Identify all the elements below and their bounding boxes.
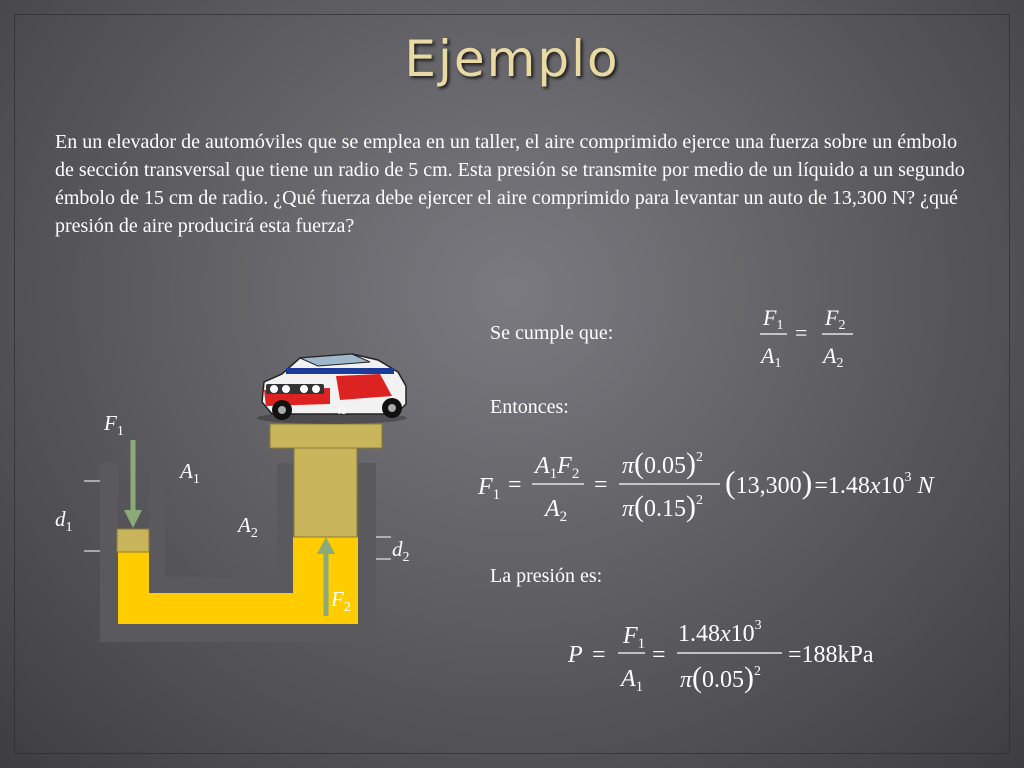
svg-text:=: = (592, 642, 606, 668)
svg-text:F1: $F_1$ (623, 623, 646, 652)
label-a1: $A_1$ (180, 459, 200, 487)
step-presion: La presión es: (490, 565, 603, 587)
svg-text:=188kPa: =188kPa (788, 642, 874, 668)
svg-text:F1: F1 (763, 305, 784, 333)
svg-text:A1: $A_1$ (621, 666, 644, 695)
svg-text:A2: $A_2$ (545, 496, 568, 525)
label-d1: $d_1$ (55, 507, 73, 535)
svg-text:=: = (795, 320, 808, 345)
svg-text:A1F2: $A_1F_2$ (535, 453, 580, 482)
svg-text:A1: A1 (761, 343, 782, 371)
svg-text:F2: F2 (825, 305, 846, 333)
label-f2: $F_2$ (331, 587, 351, 615)
svg-text:1.48x103: $1.48x10^3$ (678, 618, 762, 647)
svg-text:F1: $F_1$ (478, 474, 501, 503)
svg-text:P: P (568, 642, 583, 668)
svg-text:π(0.05)2: $\pi(0.05)^2$ (680, 661, 762, 694)
svg-text:=: = (594, 472, 608, 498)
problem-statement: En un elevador de automóviles que se emplea en un taller, el aire comprimido ejerce una fuerza sobre un émbolo de sección transversal que tiene un radio de 5 cm. Esta presión se transmite por medio de un líquido a un segundo émbolo de 15 cm de radio. ¿Qué fuerza debe ejercer el aire comprimido para levantar un auto de 13,300 N? ¿qué presión de aire producirá esta fuerza? (55, 131, 965, 237)
step-se-cumple: Se cumple que: (490, 322, 614, 344)
label-f1: $F_1$ (104, 411, 124, 439)
slide-title: Ejemplo (404, 30, 620, 88)
label-d2: $d_2$ (392, 537, 410, 565)
svg-text:π(0.15)2: $\pi(0.15)^2$ (622, 490, 704, 523)
svg-text:A2: A2 (823, 343, 844, 371)
svg-text:=: = (652, 642, 666, 668)
svg-text:(13,300)=1.48x103N: $(13,300)=1.48x10^3$ N (725, 464, 934, 500)
svg-text:π(0.05)2: $\pi(0.05)^2$ (622, 447, 704, 480)
car-number: 12 (337, 406, 346, 416)
label-a2: $A_2$ (238, 513, 258, 541)
step-entonces: Entonces: (490, 396, 569, 418)
svg-text:=: = (508, 472, 522, 498)
